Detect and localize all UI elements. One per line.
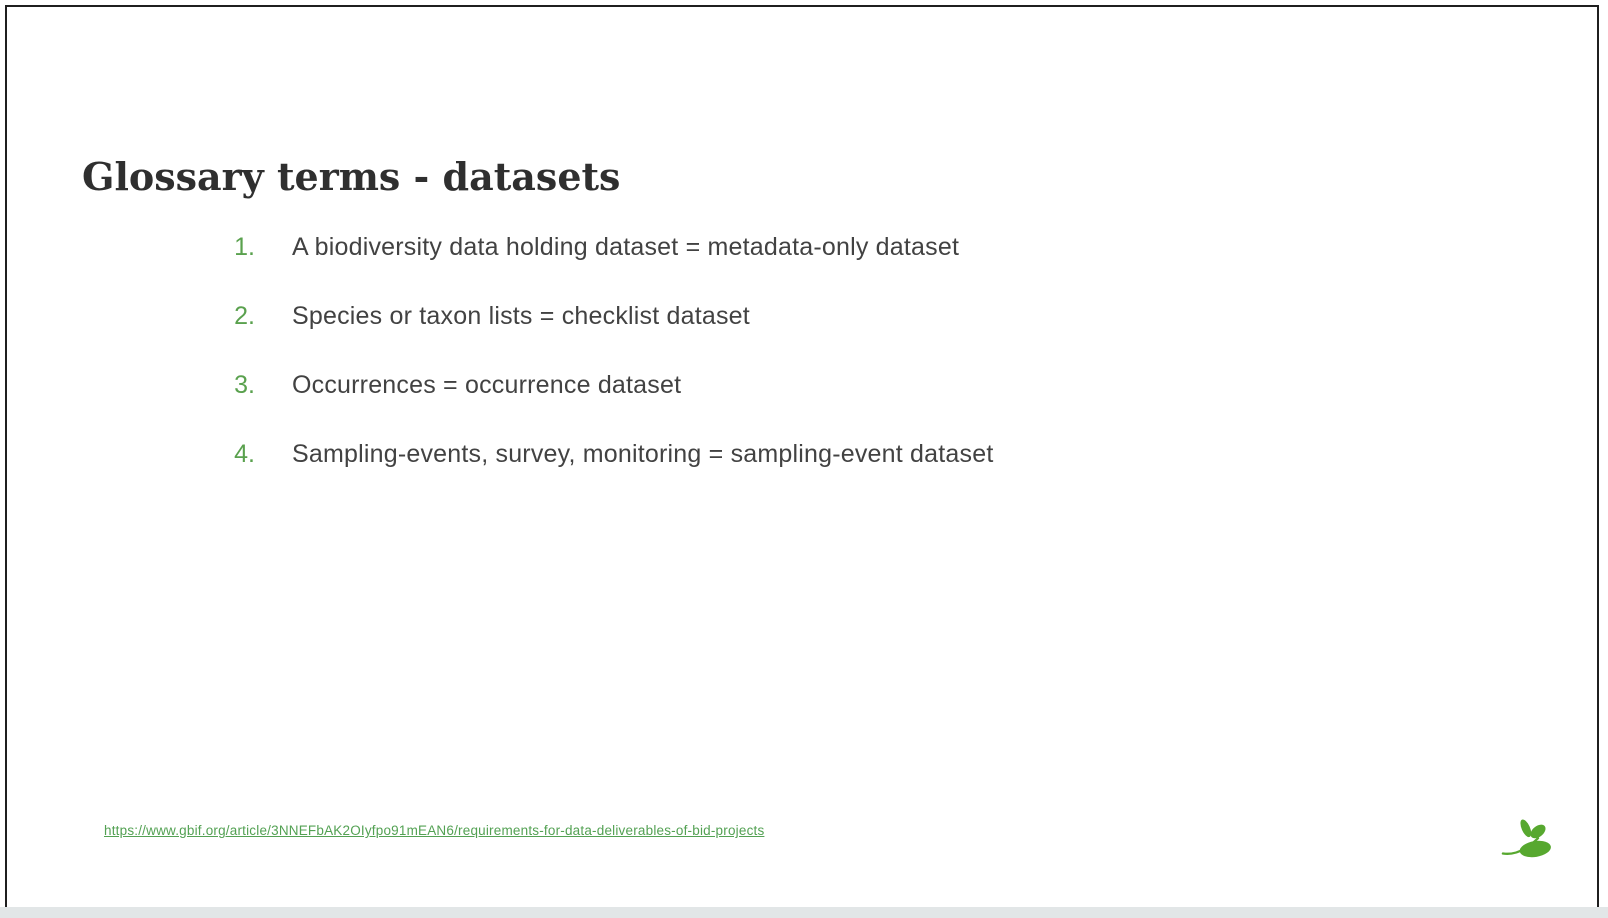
list-item xyxy=(7,440,1407,509)
glossary-list xyxy=(7,233,1407,509)
list-item xyxy=(7,233,1407,302)
page-title: Glossary terms - datasets xyxy=(82,154,621,200)
window-edge-strip xyxy=(0,907,1608,918)
list-item-text: A biodiversity data holding dataset = metadata-only dataset xyxy=(292,233,960,261)
list-item-text: Sampling-events, survey, monitoring = sampling-event dataset xyxy=(292,440,994,468)
source-link[interactable]: https://www.gbif.org/article/3NNEFbAK2OIyfpo91mEAN6/requirements-for-data-deliverables-of-bid-projects xyxy=(104,823,765,838)
list-item-text: Species or taxon lists = checklist dataset xyxy=(292,302,750,330)
list-item xyxy=(7,371,1407,440)
list-item-text: Occurrences = occurrence dataset xyxy=(292,371,682,399)
list-item xyxy=(7,302,1407,371)
list-item-number: 4. xyxy=(234,440,255,468)
list-item-number: 1. xyxy=(234,233,255,261)
slide-canvas xyxy=(5,5,1599,911)
list-item-number: 2. xyxy=(234,302,255,330)
list-item-number: 3. xyxy=(234,371,255,399)
sprout-leaf-icon xyxy=(1501,813,1557,867)
